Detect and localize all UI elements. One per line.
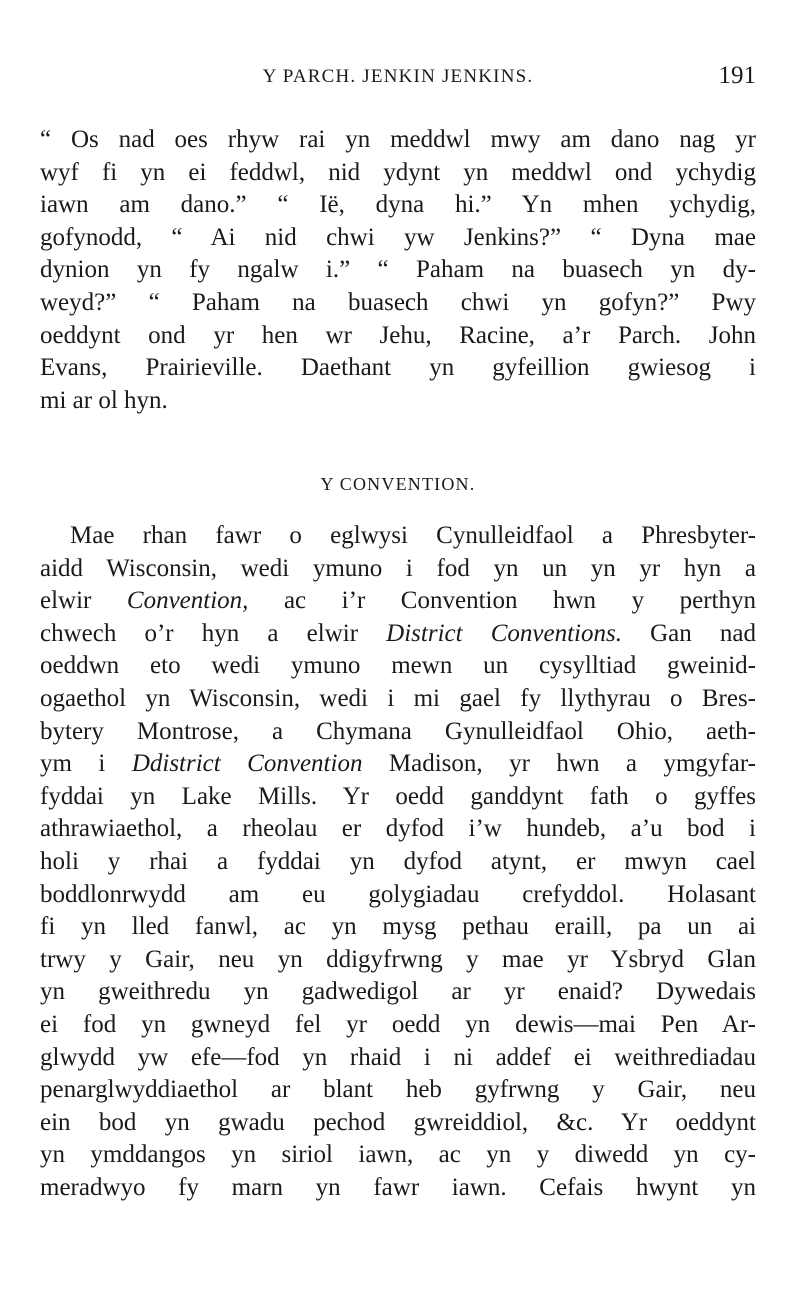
section-heading: Y CONVENTION. (320, 474, 476, 494)
text-line: ei fod yn gwneyd fel yr oedd yn dewis—mai Pen Ar- (40, 1010, 756, 1038)
text-line: glwydd yw efe—fod yn rhaid i ni addef ei weithrediadau (40, 1043, 756, 1071)
text-line: yn ymddangos yn siriol iawn, ac yn y diwedd yn cy- (40, 1141, 756, 1169)
book-page (40, 0, 756, 1305)
text-line (40, 618, 756, 651)
text-line: aidd Wisconsin, wedi ymuno i fod yn un yn yr hyn a (40, 554, 756, 582)
text-run: elwir (40, 587, 127, 615)
text-line: Mae rhan fawr o eglwysi Cynulleidfaol a Phresbyter- (70, 522, 756, 549)
text-line: ogaethol yn Wisconsin, wedi i mi gael fy llythyrau o Bres- (40, 684, 756, 712)
text-line: iawn am dano.” “ Ië, dyna hi.” Yn mhen ychydig, (40, 191, 756, 219)
text-line (40, 748, 756, 781)
text-line: bytery Montrose, a Chymana Gynulleidfaol Ohio, aeth- (40, 717, 756, 745)
text-line: ein bod yn gwadu pechod gwreiddiol, &c. Yr oeddynt (40, 1108, 756, 1136)
text-line: meradwyo fy marn yn fawr iawn. Cefais hwynt yn (40, 1173, 756, 1201)
text-line: mi ar ol hyn. (40, 386, 168, 414)
text-line: holi y rhai a fyddai yn dyfod atynt, er mwyn cael (40, 847, 756, 875)
text-run: ym i (40, 750, 132, 778)
italic-term: District Conventions. (386, 619, 622, 647)
text-line: oeddwn eto wedi ymuno mewn un cysylltiad gweinid- (40, 652, 756, 680)
paragraph-continued (40, 124, 756, 417)
text-line: fi yn lled fanwl, ac yn mysg pethau eraill, pa un ai (40, 913, 756, 941)
text-line: trwy y Gair, neu yn ddigyfrwng y mae yr Ysbryd Glan (40, 945, 756, 973)
running-title: Y PARCH. JENKIN JENKINS. (262, 66, 534, 87)
page-number: 191 (718, 62, 756, 89)
text-line: yn gweithredu yn gadwedigol ar yr enaid? Dywedais (40, 978, 756, 1006)
text-line: penarglwyddiaethol ar blant heb gyfrwng y Gair, neu (40, 1076, 756, 1104)
text-line: fyddai yn Lake Mills. Yr oedd ganddynt fath o gyffes (40, 782, 756, 810)
text-run: chwech o’r hyn a elwir (40, 619, 387, 647)
text-run: ac i’r Convention hwn y perthyn (248, 587, 756, 615)
text-line: athrawiaethol, a rheolau er dyfod i’w hundeb, a’u bod i (40, 815, 756, 843)
text-line (40, 585, 756, 618)
text-line: oeddynt ond yr hen wr Jehu, Racine, a’r Parch. John (40, 321, 756, 349)
text-run: Madison, yr hwn a ymgyfar- (362, 750, 757, 778)
text-line: wyf fi yn ei feddwl, nid ydynt yn meddwl ond ychydig (40, 158, 756, 186)
text-line: “ Os nad oes rhyw rai yn meddwl mwy am dano nag yr (40, 126, 756, 153)
text-line: gofynodd, “ Ai nid chwi yw Jenkins?” “ Dyna mae (40, 223, 756, 251)
italic-term: Ddistrict Convention (131, 750, 363, 778)
text-line: boddlonrwydd am eu golygiadau crefyddol. Holasant (40, 880, 756, 908)
text-line: weyd?” “ Paham na buasech chwi yn gofyn?” Pwy (40, 288, 756, 316)
text-line: dynion yn fy ngalw i.” “ Paham na buasech yn dy- (40, 256, 756, 284)
running-head (40, 62, 756, 92)
text-run: Gan nad (621, 619, 756, 647)
italic-term: Convention, (126, 587, 249, 615)
text-line: Evans, Prairieville. Daethant yn gyfeillion gwiesog i (40, 354, 756, 382)
paragraph-convention (40, 520, 756, 1204)
